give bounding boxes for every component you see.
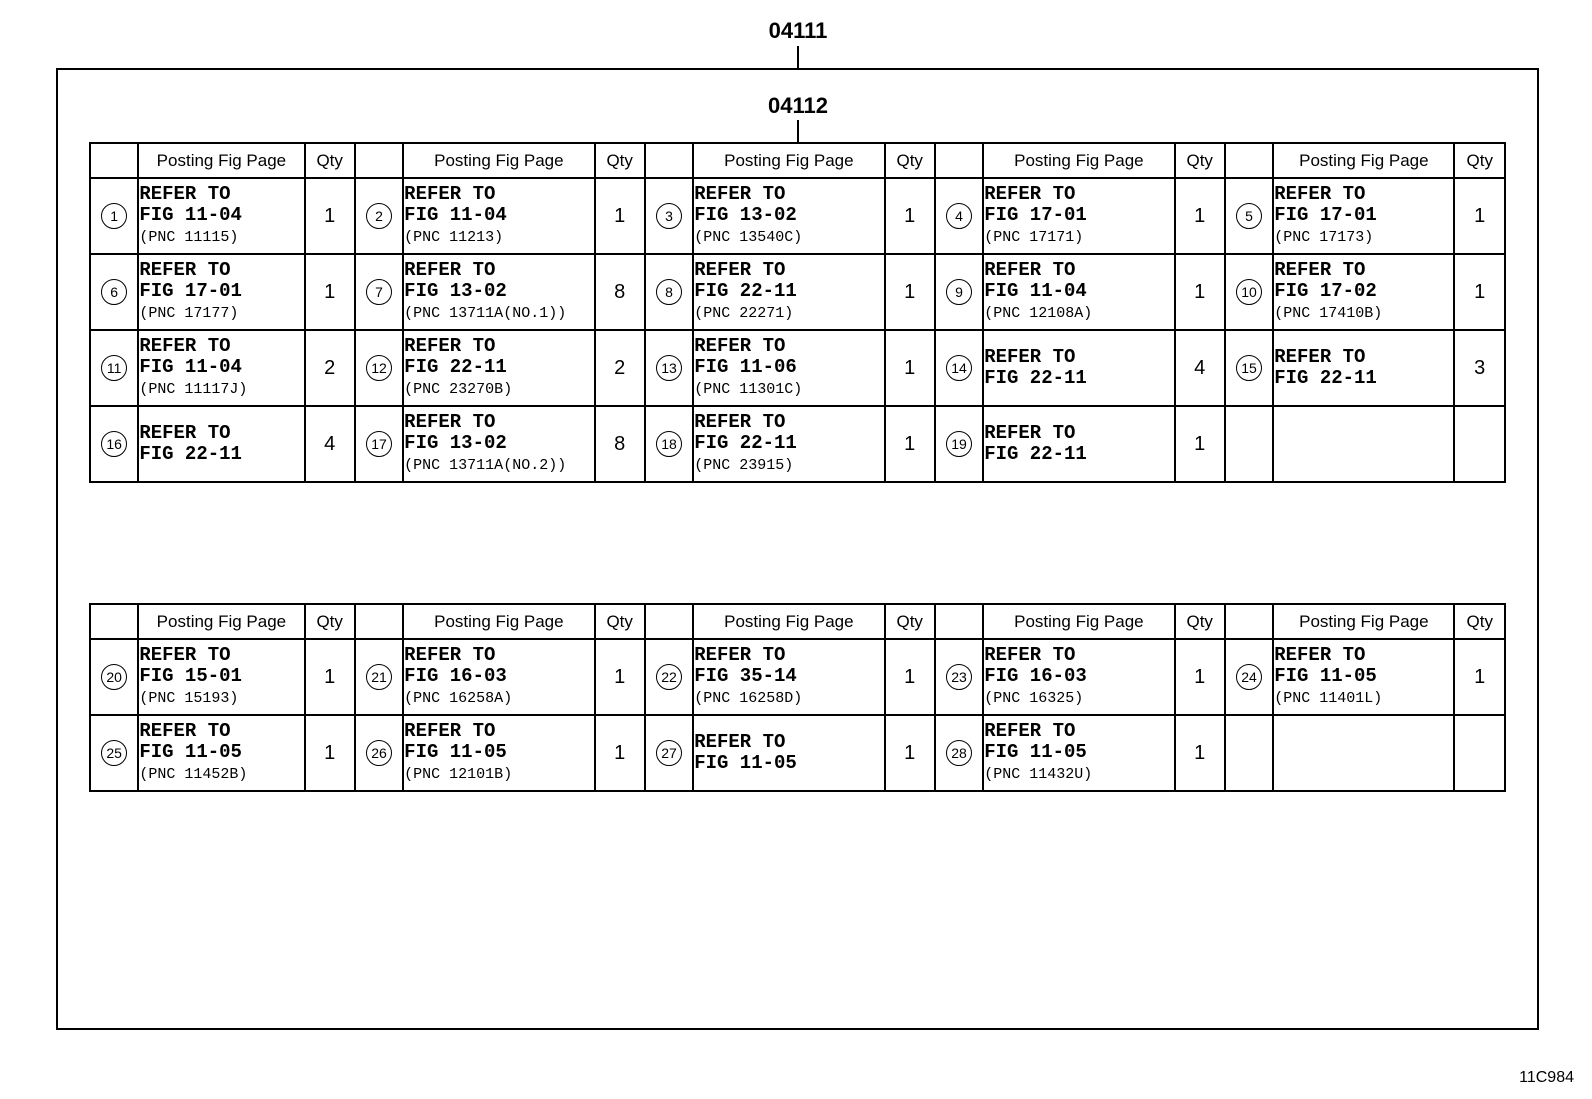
qty-cell: 1 [885,639,935,715]
pnc-text: (PNC 12101B) [404,765,513,783]
header-fig-page: Posting Fig Page [138,143,304,178]
parts-table-lower [89,603,1506,792]
fig-page-text: FIG 11-06 [694,355,797,378]
item-callout-number: 22 [656,664,682,690]
header-qty: Qty [1454,143,1505,178]
item-callout-number: 12 [366,355,392,381]
reference-cell [403,406,594,482]
qty-cell: 3 [1454,330,1505,406]
fig-page-text: FIG 15-01 [139,664,242,687]
header-fig-page: Posting Fig Page [138,604,304,639]
item-callout-number: 8 [656,279,682,305]
header-number-cell [355,143,403,178]
refer-text: REFER TO [1274,258,1366,281]
reference-cell [983,639,1174,715]
item-number-cell [1225,639,1273,715]
refer-text: REFER TO [1274,346,1366,368]
header-number-cell [355,604,403,639]
fig-page-text: FIG 22-11 [984,367,1087,389]
reference-cell [693,639,884,715]
item-callout-number: 28 [946,740,972,766]
pnc-text: (PNC 17173) [1274,228,1374,246]
header-fig-page: Posting Fig Page [983,143,1174,178]
reference-cell [693,254,884,330]
fig-page-text: FIG 17-02 [1274,279,1377,302]
header-fig-page: Posting Fig Page [693,604,884,639]
pnc-text: (PNC 17171) [984,228,1084,246]
qty-cell: 1 [1175,406,1225,482]
refer-text: REFER TO [984,643,1076,666]
qty-cell: 4 [305,406,355,482]
item-number-cell [355,254,403,330]
header-fig-page: Posting Fig Page [983,604,1174,639]
header-number-cell [935,143,983,178]
reference-cell [403,330,594,406]
fig-page-text: FIG 11-04 [984,279,1087,302]
header-qty: Qty [595,604,645,639]
fig-page-text: FIG 16-03 [984,664,1087,687]
pnc-text: (PNC 17410B) [1274,304,1383,322]
reference-cell [138,715,304,791]
qty-cell: 1 [1454,254,1505,330]
refer-text: REFER TO [984,422,1076,444]
item-number-cell [1225,330,1273,406]
fig-page-text: FIG 11-05 [984,740,1087,763]
item-callout-number: 2 [366,203,392,229]
item-number-cell [935,178,983,254]
item-number-cell [90,715,138,791]
pnc-text: (PNC 23270B) [404,380,513,398]
refer-text: REFER TO [139,643,231,666]
fig-page-text: FIG 11-04 [139,203,242,226]
qty-cell: 1 [885,178,935,254]
refer-text: REFER TO [694,643,786,666]
reference-cell [403,254,594,330]
table-row [90,715,1505,791]
item-number-cell [90,254,138,330]
pnc-text: (PNC 16325) [984,689,1084,707]
header-number-cell [645,604,693,639]
item-callout-number: 27 [656,740,682,766]
item-callout-number: 19 [946,431,972,457]
item-number-cell [355,406,403,482]
pnc-text: (PNC 11117J) [139,380,248,398]
item-callout-number: 13 [656,355,682,381]
reference-cell [1273,715,1454,791]
fig-page-text: FIG 17-01 [139,279,242,302]
refer-text: REFER TO [694,410,786,433]
sub-leader-line [797,120,799,143]
qty-cell: 1 [885,715,935,791]
item-number-cell [355,639,403,715]
item-callout-number: 9 [946,279,972,305]
header-fig-page: Posting Fig Page [403,604,594,639]
pnc-text: (PNC 11432U) [984,765,1093,783]
qty-cell: 1 [885,254,935,330]
reference-cell [138,330,304,406]
fig-page-text: FIG 11-05 [1274,664,1377,687]
qty-cell: 1 [595,715,645,791]
qty-cell: 1 [885,330,935,406]
reference-cell [983,254,1174,330]
header-row [90,604,1505,639]
item-number-cell [645,330,693,406]
item-number-cell [1225,178,1273,254]
qty-cell: 1 [305,639,355,715]
item-number-cell [645,406,693,482]
refer-text: REFER TO [1274,643,1366,666]
drawing-id: 11C984 [1519,1069,1574,1086]
pnc-text: (PNC 11301C) [694,380,803,398]
pnc-text: (PNC 11213) [404,228,504,246]
fig-page-text: FIG 16-03 [404,664,507,687]
header-qty: Qty [1175,143,1225,178]
header-number-cell [935,604,983,639]
item-callout-number: 25 [101,740,127,766]
item-number-cell [645,178,693,254]
item-number-cell [935,639,983,715]
item-callout-number: 17 [366,431,392,457]
table-row [90,254,1505,330]
top-leader-line [797,46,799,68]
pnc-text: (PNC 13711A(NO.2)) [404,456,567,474]
qty-cell: 1 [1175,178,1225,254]
item-number-cell [90,406,138,482]
header-qty: Qty [885,604,935,639]
fig-page-text: FIG 13-02 [404,431,507,454]
item-number-cell [935,330,983,406]
refer-text: REFER TO [984,719,1076,742]
header-qty: Qty [305,143,355,178]
header-number-cell [90,604,138,639]
qty-cell: 1 [1454,178,1505,254]
reference-cell [1273,639,1454,715]
qty-cell: 8 [595,254,645,330]
item-callout-number: 4 [946,203,972,229]
reference-cell [693,715,884,791]
header-qty: Qty [305,604,355,639]
header-number-cell [645,143,693,178]
fig-page-text: FIG 11-04 [139,355,242,378]
reference-cell [983,330,1174,406]
pnc-text: (PNC 13540C) [694,228,803,246]
refer-text: REFER TO [694,731,786,753]
pnc-text: (PNC 15193) [139,689,239,707]
fig-page-text: FIG 17-01 [1274,203,1377,226]
qty-cell: 2 [305,330,355,406]
item-number-cell [1225,715,1273,791]
reference-cell [138,639,304,715]
header-qty: Qty [595,143,645,178]
qty-cell: 1 [1175,715,1225,791]
qty-cell: 8 [595,406,645,482]
pnc-text: (PNC 16258D) [694,689,803,707]
parts-table-upper [89,142,1506,483]
refer-text: REFER TO [139,258,231,281]
item-callout-number: 11 [101,355,127,381]
reference-cell [1273,330,1454,406]
item-callout-number: 14 [946,355,972,381]
refer-text: REFER TO [139,182,231,205]
fig-page-text: FIG 11-05 [404,740,507,763]
reference-cell [1273,254,1454,330]
refer-text: REFER TO [404,334,496,357]
fig-page-text: FIG 11-05 [694,752,797,774]
refer-text: REFER TO [984,258,1076,281]
refer-text: REFER TO [139,422,231,444]
reference-cell [983,406,1174,482]
item-number-cell [90,178,138,254]
header-fig-page: Posting Fig Page [1273,604,1454,639]
item-number-cell [355,178,403,254]
reference-cell [1273,178,1454,254]
item-callout-number: 7 [366,279,392,305]
fig-page-text: FIG 22-11 [694,431,797,454]
item-callout-number: 5 [1236,203,1262,229]
item-callout-number: 23 [946,664,972,690]
qty-cell: 1 [305,254,355,330]
refer-text: REFER TO [694,182,786,205]
table-row [90,406,1505,482]
qty-cell: 1 [595,639,645,715]
fig-page-text: FIG 11-05 [139,740,242,763]
refer-text: REFER TO [984,346,1076,368]
table-row [90,178,1505,254]
header-fig-page: Posting Fig Page [1273,143,1454,178]
reference-cell [138,254,304,330]
table-row [90,330,1505,406]
qty-cell: 1 [1454,639,1505,715]
reference-cell [403,639,594,715]
refer-text: REFER TO [404,410,496,433]
qty-cell: 1 [1175,639,1225,715]
header-qty: Qty [1454,604,1505,639]
item-callout-number: 1 [101,203,127,229]
fig-page-text: FIG 17-01 [984,203,1087,226]
table-row [90,639,1505,715]
qty-cell [1454,406,1505,482]
pnc-text: (PNC 11401L) [1274,689,1383,707]
qty-cell: 1 [305,715,355,791]
sub-assembly-label: 04112 [768,93,828,118]
qty-cell: 1 [305,178,355,254]
fig-page-text: FIG 35-14 [694,664,797,687]
refer-text: REFER TO [404,719,496,742]
refer-text: REFER TO [694,334,786,357]
pnc-text: (PNC 12108A) [984,304,1093,322]
reference-cell [693,330,884,406]
refer-text: REFER TO [139,334,231,357]
item-callout-number: 26 [366,740,392,766]
item-number-cell [645,715,693,791]
reference-cell [693,406,884,482]
item-number-cell [90,330,138,406]
qty-cell: 1 [885,406,935,482]
item-callout-number: 6 [101,279,127,305]
refer-text: REFER TO [1274,182,1366,205]
item-callout-number: 15 [1236,355,1262,381]
item-number-cell [645,254,693,330]
qty-cell: 1 [1175,254,1225,330]
refer-text: REFER TO [404,643,496,666]
reference-cell [693,178,884,254]
pnc-text: (PNC 17177) [139,304,239,322]
header-row [90,143,1505,178]
qty-cell [1454,715,1505,791]
pnc-text: (PNC 16258A) [404,689,513,707]
qty-cell: 2 [595,330,645,406]
item-number-cell [1225,254,1273,330]
fig-page-text: FIG 13-02 [694,203,797,226]
item-number-cell [355,715,403,791]
reference-cell [983,715,1174,791]
fig-page-text: FIG 22-11 [984,443,1087,465]
fig-page-text: FIG 22-11 [694,279,797,302]
pnc-text: (PNC 22271) [694,304,794,322]
item-callout-number: 20 [101,664,127,690]
header-qty: Qty [1175,604,1225,639]
item-number-cell [935,715,983,791]
pnc-text: (PNC 11452B) [139,765,248,783]
header-number-cell [90,143,138,178]
refer-text: REFER TO [404,258,496,281]
item-number-cell [1225,406,1273,482]
fig-page-text: FIG 13-02 [404,279,507,302]
header-number-cell [1225,143,1273,178]
refer-text: REFER TO [984,182,1076,205]
header-number-cell [1225,604,1273,639]
reference-cell [983,178,1174,254]
item-callout-number: 16 [101,431,127,457]
qty-cell: 1 [595,178,645,254]
header-qty: Qty [885,143,935,178]
item-callout-number: 21 [366,664,392,690]
reference-cell [403,715,594,791]
qty-cell: 4 [1175,330,1225,406]
item-number-cell [935,254,983,330]
item-callout-number: 3 [656,203,682,229]
reference-cell [1273,406,1454,482]
item-callout-number: 18 [656,431,682,457]
top-assembly-label: 04111 [768,18,828,43]
item-callout-number: 10 [1236,279,1262,305]
header-fig-page: Posting Fig Page [693,143,884,178]
item-number-cell [355,330,403,406]
header-fig-page: Posting Fig Page [403,143,594,178]
reference-cell [138,406,304,482]
refer-text: REFER TO [694,258,786,281]
refer-text: REFER TO [139,719,231,742]
item-callout-number: 24 [1236,664,1262,690]
pnc-text: (PNC 11115) [139,228,239,246]
fig-page-text: FIG 11-04 [404,203,507,226]
item-number-cell [90,639,138,715]
item-number-cell [935,406,983,482]
pnc-text: (PNC 23915) [694,456,794,474]
fig-page-text: FIG 22-11 [1274,367,1377,389]
fig-page-text: FIG 22-11 [139,443,242,465]
item-number-cell [645,639,693,715]
reference-cell [403,178,594,254]
refer-text: REFER TO [404,182,496,205]
reference-cell [138,178,304,254]
fig-page-text: FIG 22-11 [404,355,507,378]
pnc-text: (PNC 13711A(NO.1)) [404,304,567,322]
